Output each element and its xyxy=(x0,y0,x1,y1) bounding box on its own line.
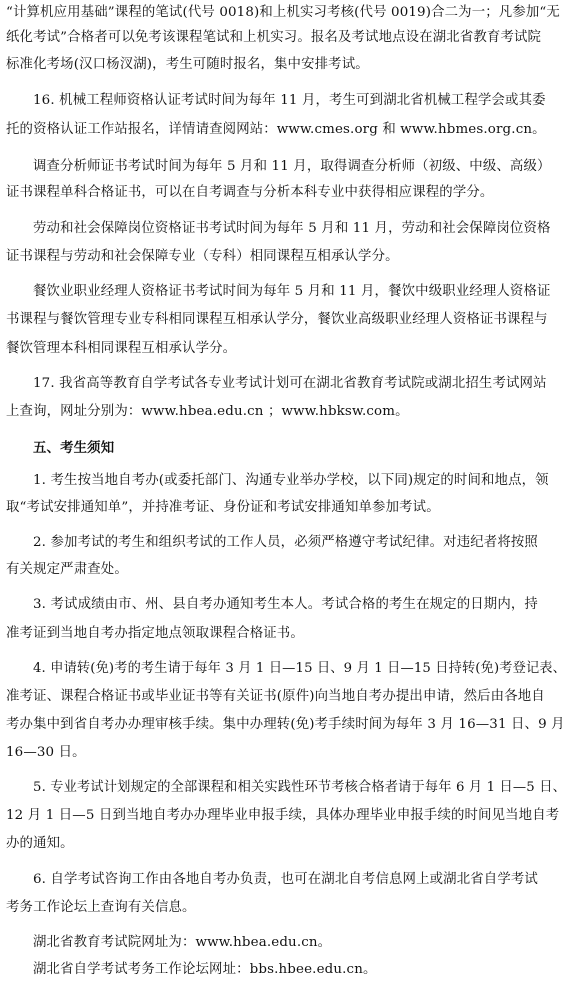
text-line: 16—30 日。 xyxy=(6,745,86,760)
text-line: 餐饮管理本科相同课程互相承认学分。 xyxy=(6,341,237,356)
text-line: 办的通知。 xyxy=(6,836,74,851)
text-line: “计算机应用基础”课程的笔试(代号 0018)和上机实习考核(代号 0019)合二为一；凡参加“无 xyxy=(6,5,560,20)
text-line: 书课程与餐饮管理专业专科相同课程互相承认学分，餐饮业高级职业经理人资格证书课程与 xyxy=(6,312,548,327)
text-line: 劳动和社会保障岗位资格证书考试时间为每年 5 月和 11 月，劳动和社会保障岗位资格 xyxy=(33,221,551,236)
text-line: 证书课程单科合格证书，可以在自考调查与分析本科专业中获得相应课程的学分。 xyxy=(6,185,494,200)
text-line: 证书课程与劳动和社会保障专业（专科）相同课程互相承认学分。 xyxy=(6,249,399,264)
text-line: 2. 参加考试的考生和组织考试的工作人员，必须严格遵守考试纪律。对违纪者将按照 xyxy=(33,535,538,550)
text-line: 上查询，网址分别为：www.hbea.edu.cn ；www.hbksw.com。 xyxy=(6,404,409,419)
text-line: 5. 专业考试计划规定的全部课程和相关实践性环节考核合格者请于每年 6 月 1 日—5 日、 xyxy=(33,780,566,795)
text-line: 17. 我省高等教育自学考试各专业考试计划可在湖北省教育考试院或湖北招生考试网站 xyxy=(33,376,547,391)
text-line: 纸化考试”合格者可以免考该课程笔试和上机实习。报名及考试地点设在湖北省教育考试院 xyxy=(6,30,542,45)
text-line: 取“考试安排通知单”，并持准考证、身份证和考试安排通知单参加考试。 xyxy=(6,500,440,515)
text-line: 3. 考试成绩由市、州、县自考办通知考生本人。考试合格的考生在规定的日期内，持 xyxy=(33,597,538,612)
text-line: 4. 申请转(免)考的考生请于每年 3 月 1 日—15 日、9 月 1 日—15 日持转(免)考登记表、 xyxy=(33,661,566,676)
text-line: 12 月 1 日—5 日到当地自考办办理毕业申报手续，具体办理毕业申报手续的时间见当地自考 xyxy=(6,808,560,823)
text-line: 调查分析师证书考试时间为每年 5 月和 11 月，取得调查分析师（初级、中级、高级） xyxy=(33,159,551,174)
text-line: 准考证、课程合格证书或毕业证书等有关证书(原件)向当地自考办提出申请，然后由各地自 xyxy=(6,689,545,704)
text-line: 有关规定严肃查处。 xyxy=(6,562,128,577)
text-line: 6. 自学考试咨询工作由各地自考办负责，也可在湖北自考信息网上或湖北省自学考试 xyxy=(33,872,538,887)
text-line: 湖北省教育考试院网址为：www.hbea.edu.cn。 xyxy=(33,935,332,950)
text-line: 标准化考场(汉口杨汊湖)，考生可随时报名，集中安排考试。 xyxy=(6,57,369,72)
text-line: 餐饮业职业经理人资格证书考试时间为每年 5 月和 11 月，餐饮中级职业经理人资格证 xyxy=(33,284,551,299)
text-line: 湖北省自学考试考务工作论坛网址：bbs.hbee.edu.cn。 xyxy=(33,962,377,977)
text-line: 16. 机械工程师资格认证考试时间为每年 11 月，考生可到湖北省机械工程学会或其委 xyxy=(33,93,546,108)
text-line: 准考证到当地自考办指定地点领取课程合格证书。 xyxy=(6,626,304,641)
text-line: 托的资格认证工作站报名，详情请查阅网站：www.cmes.org 和 www.hbmes.org.cn。 xyxy=(6,122,546,137)
text-line: 考务工作论坛上查询有关信息。 xyxy=(6,900,196,915)
section-heading: 五、考生须知 xyxy=(33,440,115,456)
text-line: 考办集中到省自考办办理审核手续。集中办理转(免)考手续时间为每年 3 月 16—31 日、9 月 xyxy=(6,717,565,732)
text-line: 1. 考生按当地自考办(或委托部门、沟通专业举办学校，以下同)规定的时间和地点，领 xyxy=(33,473,549,488)
